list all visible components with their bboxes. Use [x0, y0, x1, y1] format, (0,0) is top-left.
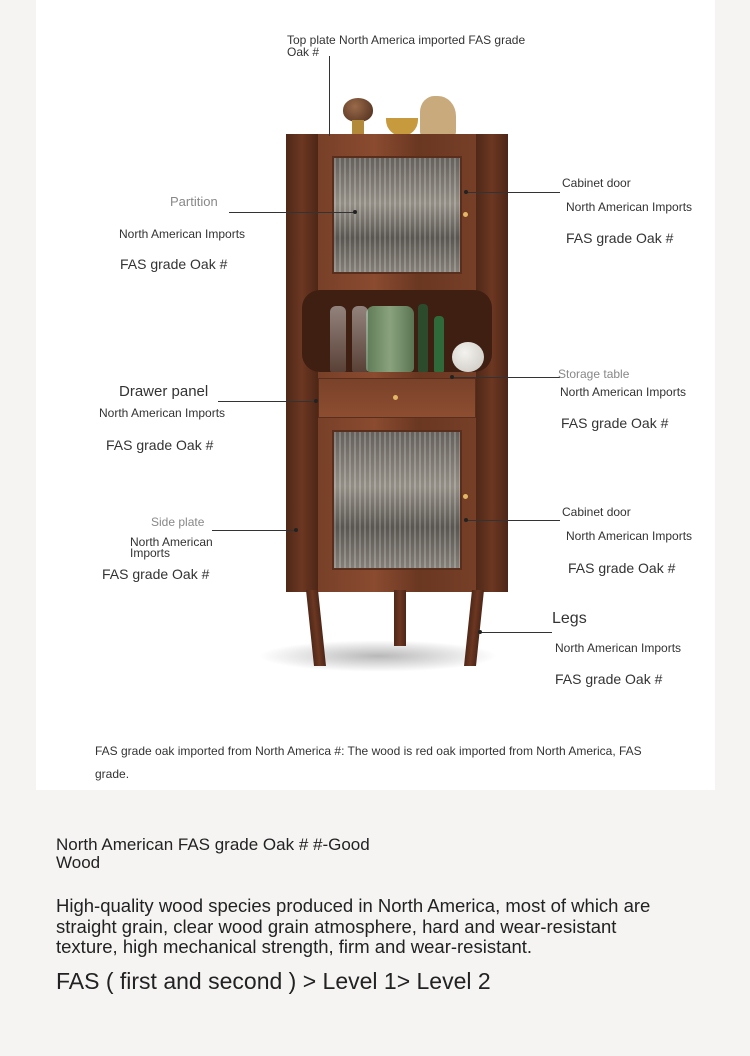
side-plate-grade: FAS grade Oak # — [102, 566, 210, 582]
leader-legs-dot — [478, 630, 482, 634]
cabinet-door-bottom-title: Cabinet door — [562, 505, 631, 519]
leader-cabinet-door-bottom-dot — [464, 518, 468, 522]
legs-grade: FAS grade Oak # — [555, 671, 663, 687]
leader-cabinet-door-top-dot — [464, 190, 468, 194]
drawer-panel-origin: North American Imports — [99, 406, 226, 420]
leader-side-plate-dot — [294, 528, 298, 532]
partition-title: Partition — [170, 194, 218, 209]
shelf-kettle — [366, 306, 414, 372]
side-plate-title: Side plate — [151, 515, 205, 529]
cabinet-door-bottom-grade: FAS grade Oak # — [568, 560, 676, 576]
leg-back — [394, 590, 406, 646]
cabinet-door-top-grade: FAS grade Oak # — [566, 230, 674, 246]
side-plate-origin: North American Imports — [130, 535, 213, 561]
drawer-panel-title: Drawer panel — [119, 383, 209, 400]
drawer-panel-grade: FAS grade Oak # — [106, 437, 214, 453]
storage-table-grade: FAS grade Oak # — [561, 415, 669, 431]
leader-drawer-panel-dot — [314, 399, 318, 403]
section-title: North American FAS grade Oak # #-Good Wood — [56, 835, 370, 872]
leader-side-plate — [212, 530, 296, 531]
cabinet-door-bottom-origin: North American Imports — [566, 529, 693, 543]
leader-partition — [229, 212, 355, 213]
drawer-knob — [393, 395, 398, 400]
legs-origin: North American Imports — [555, 641, 682, 655]
leader-partition-dot — [353, 210, 357, 214]
legs-title: Legs — [552, 610, 587, 627]
floor-shadow — [258, 640, 498, 672]
leader-cabinet-door-top — [466, 192, 560, 193]
storage-table-origin: North American Imports — [560, 385, 687, 399]
shelf-glass-2 — [352, 306, 368, 372]
leader-top-plate — [329, 56, 330, 136]
leader-storage-table-dot — [450, 375, 454, 379]
leader-drawer-panel — [218, 401, 316, 402]
decor-ball — [343, 98, 373, 122]
shelf-bottle-1 — [418, 304, 428, 372]
partition-grade: FAS grade Oak # — [120, 256, 228, 272]
shelf-bottle-2 — [434, 316, 444, 372]
storage-table-title: Storage table — [558, 367, 630, 381]
top-door-knob — [463, 212, 468, 217]
decor-deer — [420, 96, 456, 136]
top-plate-label: Top plate North America imported FAS grade Oak # — [287, 33, 526, 59]
cabinet-door-top-origin: North American Imports — [566, 200, 693, 214]
leader-legs — [480, 632, 552, 633]
bottom-door-glass — [332, 430, 462, 570]
partition-origin: North American Imports — [119, 227, 246, 241]
section-description: High-quality wood species produced in North America, most of which are straight grain, clear wood grain atmosphere, hard and wear-resistant texture, high mechanical strength, firm and wear-resistant. — [56, 895, 651, 958]
leader-cabinet-door-bottom — [466, 520, 560, 521]
section-levels: FAS ( first and second ) > Level 1> Level 2 — [56, 968, 491, 994]
bottom-door-knob — [463, 494, 468, 499]
top-door-glass — [332, 156, 462, 274]
leader-storage-table — [452, 377, 560, 378]
cabinet-door-top-title: Cabinet door — [562, 176, 631, 190]
shelf-ball — [452, 342, 484, 372]
footnote: FAS grade oak imported from North America #: The wood is red oak imported from North America, FAS grade. — [95, 744, 642, 781]
shelf-glass-1 — [330, 306, 346, 372]
